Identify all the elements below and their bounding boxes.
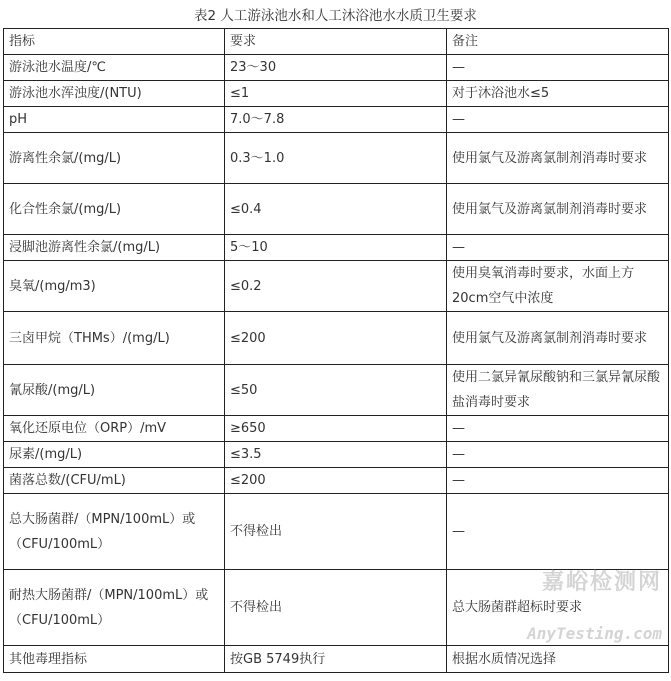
cell-text: 不得检出 <box>230 600 283 615</box>
cell-remark <box>447 416 669 442</box>
cell-remark <box>447 570 669 646</box>
cell-remark <box>447 133 669 184</box>
cell-remark <box>447 55 669 81</box>
cell-indicator <box>4 81 225 107</box>
cell-text: ≤0.4 <box>230 201 262 217</box>
cell-text: ≤50 <box>230 382 258 398</box>
cell-requirement <box>225 365 447 416</box>
cell-text: ≤1 <box>230 86 250 101</box>
cell-text: 对于沐浴池水≤5 <box>452 86 550 101</box>
cell-requirement <box>225 107 447 133</box>
header-remark: 备注 <box>447 29 669 55</box>
table-row <box>4 570 669 646</box>
header-requirement: 要求 <box>225 29 447 55</box>
table-row <box>4 416 669 442</box>
cell-text: 氰尿酸/(mg/L) <box>9 382 96 398</box>
header-indicator: 指标 <box>4 29 225 55</box>
cell-indicator <box>4 646 225 673</box>
cell-requirement <box>225 312 447 365</box>
cell-text: ≤3.5 <box>230 447 262 462</box>
cell-requirement <box>225 133 447 184</box>
cell-text: pH <box>9 112 28 127</box>
cell-text: 总大肠菌群/（MPN/100mL）或（CFU/100mL） <box>9 511 196 552</box>
cell-requirement <box>225 494 447 570</box>
cell-text: 臭氧/(mg/m3) <box>9 278 96 294</box>
cell-text: 耐热大肠菌群/（MPN/100mL）或（CFU/100mL） <box>9 587 209 628</box>
cell-indicator <box>4 55 225 81</box>
cell-text: — <box>452 421 465 436</box>
cell-text: — <box>452 60 465 75</box>
cell-requirement <box>225 570 447 646</box>
cell-text: 使用氯气及游离氯制剂消毒时要求 <box>452 201 648 217</box>
cell-indicator <box>4 261 225 312</box>
cell-remark <box>447 468 669 494</box>
table-title: 表2 人工游泳池水和人工沐浴池水水质卫生要求 <box>194 8 477 24</box>
cell-text: — <box>452 473 465 488</box>
cell-text: 0.3～1.0 <box>230 150 285 166</box>
cell-requirement <box>225 55 447 81</box>
cell-text: 按GB 5749执行 <box>230 651 326 667</box>
table-row <box>4 442 669 468</box>
cell-text: 氧化还原电位（ORP）/mV <box>9 421 167 436</box>
cell-text: 根据水质情况选择 <box>452 651 557 667</box>
cell-text: 7.0～7.8 <box>230 112 285 127</box>
cell-remark <box>447 81 669 107</box>
cell-requirement <box>225 442 447 468</box>
cell-text: 游泳池水温度/℃ <box>9 60 106 75</box>
watermark-text-en: AnyTesting.com <box>527 624 662 643</box>
table-row <box>4 133 669 184</box>
cell-text: 三卤甲烷（THMs）/(mg/L) <box>9 330 170 346</box>
table-header-row <box>4 29 669 55</box>
cell-text: 总大肠菌群超标时要求 <box>452 600 583 615</box>
cell-indicator <box>4 133 225 184</box>
cell-remark <box>447 184 669 235</box>
cell-remark <box>447 235 669 261</box>
cell-text: 游泳池水浑浊度/(NTU) <box>9 86 142 101</box>
cell-requirement <box>225 184 447 235</box>
table-row <box>4 107 669 133</box>
cell-text: 其他毒理指标 <box>9 651 88 667</box>
cell-requirement <box>225 235 447 261</box>
table-row <box>4 235 669 261</box>
table-row <box>4 365 669 416</box>
table-row <box>4 646 669 673</box>
cell-text: ≥650 <box>230 421 266 436</box>
cell-text: ≤0.2 <box>230 278 262 294</box>
cell-indicator <box>4 184 225 235</box>
cell-requirement <box>225 261 447 312</box>
cell-text: 不得检出 <box>230 524 283 539</box>
cell-indicator <box>4 107 225 133</box>
cell-indicator <box>4 365 225 416</box>
cell-remark <box>447 442 669 468</box>
cell-text: 化合性余氯/(mg/L) <box>9 201 122 217</box>
cell-text: 菌落总数/(CFU/mL) <box>9 473 126 488</box>
cell-remark <box>447 646 669 673</box>
cell-text: — <box>452 447 465 462</box>
watermark-text-cn: 嘉峪检测网 <box>541 570 662 595</box>
cell-text: 使用氯气及游离氯制剂消毒时要求 <box>452 150 648 166</box>
cell-text: 游离性余氯/(mg/L) <box>9 150 122 166</box>
cell-text: — <box>452 240 465 255</box>
cell-indicator <box>4 235 225 261</box>
cell-text: 使用二氯异氰尿酸钠和三氯异氰尿酸盐消毒时要求 <box>452 370 661 410</box>
cell-remark <box>447 494 669 570</box>
table-row <box>4 312 669 365</box>
cell-indicator <box>4 416 225 442</box>
cell-text: ≤200 <box>230 473 266 488</box>
table-row <box>4 184 669 235</box>
cell-text: 5～10 <box>230 240 268 255</box>
cell-remark <box>447 365 669 416</box>
table-row <box>4 55 669 81</box>
cell-text: ≤200 <box>230 330 266 346</box>
cell-text: 尿素/(mg/L) <box>9 447 83 462</box>
cell-indicator <box>4 312 225 365</box>
cell-remark <box>447 312 669 365</box>
cell-text: — <box>452 112 465 127</box>
cell-text: 使用氯气及游离氯制剂消毒时要求 <box>452 330 648 346</box>
cell-indicator <box>4 468 225 494</box>
cell-indicator <box>4 494 225 570</box>
cell-remark <box>447 107 669 133</box>
table-row <box>4 261 669 312</box>
table-row <box>4 494 669 570</box>
table-row <box>4 81 669 107</box>
cell-requirement <box>225 468 447 494</box>
table-row <box>4 468 669 494</box>
cell-requirement <box>225 646 447 673</box>
cell-remark <box>447 261 669 312</box>
cell-indicator <box>4 442 225 468</box>
cell-requirement <box>225 81 447 107</box>
cell-text: 使用臭氧消毒时要求，水面上方20cm空气中浓度 <box>452 266 635 306</box>
cell-text: 23～30 <box>230 60 277 75</box>
cell-text: — <box>452 524 465 539</box>
cell-requirement <box>225 416 447 442</box>
cell-indicator <box>4 570 225 646</box>
cell-text: 浸脚池游离性余氯/(mg/L) <box>9 240 161 255</box>
water-quality-table <box>3 28 669 673</box>
